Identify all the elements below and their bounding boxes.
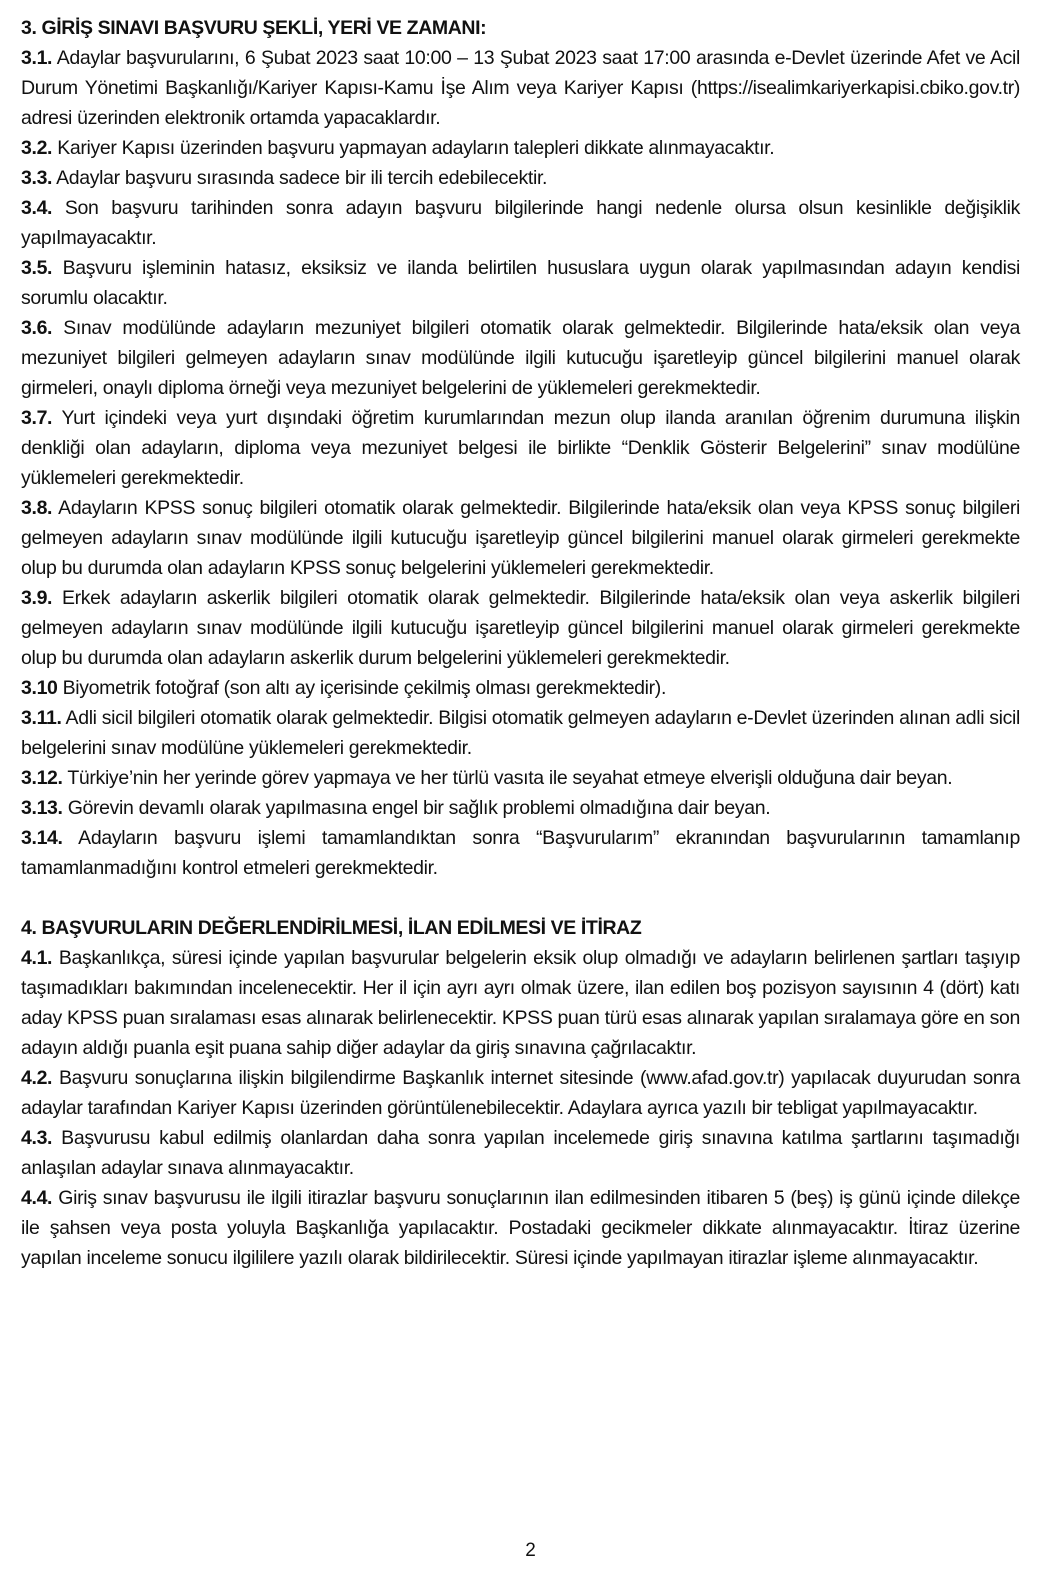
item-number: 3.11. — [21, 707, 62, 729]
item-text: Görevin devamlı olarak yapılmasına engel bir sağlık problemi olmadığına dair beyan. — [67, 797, 771, 819]
item-number: 4.4. — [21, 1187, 53, 1209]
item-number: 4.2. — [21, 1067, 53, 1089]
item-number: 3.10 — [21, 677, 58, 699]
item-number: 3.5. — [21, 257, 53, 279]
item-4-3 — [21, 1123, 1020, 1183]
item-text: Erkek adayların askerlik bilgileri otomatik olarak gelmektedir. Bilgilerinde hata/eksik olan veya askerlik bilgileri gelmeyen adayların sınav modülünde ilgili kutucuğu işaretleyip güncel bilgilerini manuel olarak girmeleri gerekmekte olup bu durumda olan adayların askerlik durum belgelerini yüklemeleri gerekmektedir. — [21, 587, 1020, 669]
item-3-8 — [21, 493, 1020, 583]
item-3-13 — [21, 793, 1020, 823]
item-number: 3.6. — [21, 317, 53, 339]
item-3-9 — [21, 583, 1020, 673]
item-3-7 — [21, 403, 1020, 493]
item-3-14 — [21, 823, 1020, 883]
item-3-5 — [21, 253, 1020, 313]
item-text: Yurt içindeki veya yurt dışındaki öğretim kurumlarından mezun olup ilanda aranılan öğrenim durumuna ilişkin denkliği olan adayların, diploma veya mezuniyet belgesi ile birlikte “Denklik Gösterir Belgelerini” sınav modülüne yüklemeleri gerekmektedir. — [21, 407, 1020, 489]
item-number: 4.3. — [21, 1127, 53, 1149]
item-text: Adayların KPSS sonuç bilgileri otomatik olarak gelmektedir. Bilgilerinde hata/eksik olan veya KPSS sonuç bilgileri gelmeyen adayların sınav modülünde ilgili kutucuğu işaretleyip güncel bilgilerini manuel olarak girmeleri gerekmekte olup bu durumda olan adayların KPSS sonuç belgelerini yüklemeleri gerekmektedir. — [21, 497, 1020, 579]
item-text: Türkiye’nin her yerinde görev yapmaya ve her türlü vasıta ile seyahat etmeye elverişli olduğuna dair beyan. — [67, 767, 953, 789]
item-text: Adaylar başvuru sırasında sadece bir ili tercih edebilecektir. — [56, 167, 548, 189]
item-text: Giriş sınav başvurusu ile ilgili itirazlar başvuru sonuçlarının ilan edilmesinden itibaren 5 (beş) iş günü içinde dilekçe ile şahsen veya posta yoluyla Başkanlığa yapılacaktır. Postadaki gecikmeler dikkate alınmayacaktır. İtiraz üzerine yapılan inceleme sonucu ilgililere yazılı olarak bildirilecektir. Süresi içinde yapılmayan itirazlar işleme alınmayacaktır. — [21, 1187, 1020, 1269]
item-3-4 — [21, 193, 1020, 253]
section-spacer — [21, 883, 1020, 913]
item-3-10 — [21, 673, 1020, 703]
item-number: 3.7. — [21, 407, 53, 429]
item-text: Başvurusu kabul edilmiş olanlardan daha sonra yapılan incelemede giriş sınavına katılma şartlarını taşımadığı anlaşılan adaylar sınava alınmayacaktır. — [21, 1127, 1020, 1179]
item-text: Sınav modülünde adayların mezuniyet bilgileri otomatik olarak gelmektedir. Bilgilerinde hata/eksik olan veya mezuniyet bilgileri gelmeyen adayların sınav modülünde ilgili kutucuğu işaretleyip güncel bilgilerini manuel olarak girmeleri, onaylı diploma örneği veya mezuniyet belgelerini de yüklemeleri gerekmektedir. — [21, 317, 1020, 399]
item-text: Başvuru sonuçlarına ilişkin bilgilendirme Başkanlık internet sitesinde (www.afad.gov.tr) yapılacak duyurudan sonra adaylar tarafından Kariyer Kapısı üzerinden görüntülenebilecektir. Adaylara ayrıca yazılı bir tebligat yapılmayacaktır. — [21, 1067, 1020, 1119]
item-text: Adayların başvuru işlemi tamamlandıktan sonra “Başvurularım” ekranından başvurularının tamamlanıp tamamlanmadığını kontrol etmeleri gerekmektedir. — [21, 827, 1020, 879]
item-3-6 — [21, 313, 1020, 403]
item-3-2 — [21, 133, 1020, 163]
item-number: 3.12. — [21, 767, 63, 789]
document-page — [21, 13, 1020, 1273]
item-3-1 — [21, 43, 1020, 133]
item-text: Adaylar başvurularını, 6 Şubat 2023 saat 10:00 – 13 Şubat 2023 saat 17:00 arasında e-Devlet üzerinde Afet ve Acil Durum Yönetimi Başkanlığı/Kariyer Kapısı-Kamu İşe Alım veya Kariyer Kapısı (https://isealimkariyerkapisi.cbiko.gov.tr) adresi üzerinden elektronik ortamda yapacaklardır. — [21, 47, 1020, 129]
section-4-title: 4. BAŞVURULARIN DEĞERLENDİRİLMESİ, İLAN EDİLMESİ VE İTİRAZ — [21, 917, 642, 939]
item-number: 3.3. — [21, 167, 53, 189]
item-text: Başvuru işleminin hatasız, eksiksiz ve ilanda belirtilen hususlara uygun olarak yapılmasından adayın kendisi sorumlu olacaktır. — [21, 257, 1020, 309]
item-number: 3.9. — [21, 587, 53, 609]
item-3-11 — [21, 703, 1020, 763]
item-number: 4.1. — [21, 947, 53, 969]
item-number: 3.2. — [21, 137, 53, 159]
item-3-12 — [21, 763, 1020, 793]
section-3-title: 3. GİRİŞ SINAVI BAŞVURU ŞEKLİ, YERİ VE ZAMANI: — [21, 17, 487, 39]
item-text: Adli sicil bilgileri otomatik olarak gelmektedir. Bilgisi otomatik gelmeyen adayların e-Devlet üzerinden alınan adli sicil belgelerini sınav modülüne yüklemeleri gerekmektedir. — [21, 707, 1020, 759]
item-number: 3.14. — [21, 827, 63, 849]
item-4-2 — [21, 1063, 1020, 1123]
item-text: Başkanlıkça, süresi içinde yapılan başvurular belgelerin eksik olup olmadığı ve adayların belirlenen şartları taşıyıp taşımadıkları bakımından incelenecektir. Her il için ayrı ayrı olmak üzere, ilan edilen boş pozisyon sayısının 4 (dört) katı aday KPSS puan sıralaması esas alınarak belirlenecektir. KPSS puan türü esas alınarak yapılan sıralamaya göre en son adayın aldığı puanla eşit puana sahip diğer adaylar da giriş sınavına çağrılacaktır. — [21, 947, 1020, 1059]
item-text: Biyometrik fotoğraf (son altı ay içerisinde çekilmiş olması gerekmektedir). — [62, 677, 667, 699]
item-4-4 — [21, 1183, 1020, 1273]
item-number: 3.1. — [21, 47, 53, 69]
item-text: Kariyer Kapısı üzerinden başvuru yapmayan adayların talepleri dikkate alınmayacaktır. — [57, 137, 775, 159]
item-number: 3.4. — [21, 197, 53, 219]
item-text: Son başvuru tarihinden sonra adayın başvuru bilgilerinde hangi nedenle olursa olsun kesinlikle değişiklik yapılmayacaktır. — [21, 197, 1020, 249]
item-number: 3.8. — [21, 497, 53, 519]
page-number: 2 — [525, 1540, 536, 1561]
item-3-3 — [21, 163, 1020, 193]
item-4-1 — [21, 943, 1020, 1063]
item-number: 3.13. — [21, 797, 63, 819]
